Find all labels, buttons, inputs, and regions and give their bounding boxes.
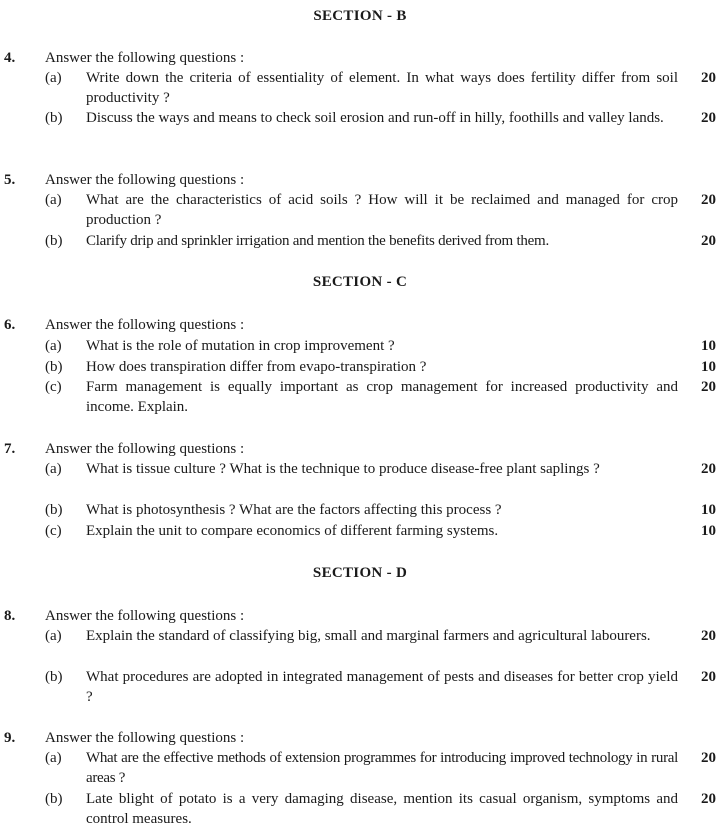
part-text: What is photosynthesis ? What are the factors affecting this process ?: [86, 502, 502, 518]
question-number: 8.: [4, 608, 16, 624]
part-label: (a): [45, 70, 62, 86]
question-number: 5.: [4, 172, 16, 188]
part-marks: 20: [701, 669, 716, 685]
part-text: Write down the criteria of essentiality of element. In what ways does fertility differ from soil productivity ?: [86, 70, 678, 106]
part-text: What is tissue culture ? What is the technique to produce disease-free plant saplings ?: [86, 461, 600, 477]
part-text: Farm management is equally important as crop management for increased productivity and income. Explain.: [86, 379, 678, 415]
part-label: (b): [45, 502, 63, 518]
question-number: 6.: [4, 317, 16, 333]
question-stem: Answer the following questions :: [45, 441, 245, 457]
question-stem: Answer the following questions :: [45, 608, 245, 624]
part-text: Late blight of potato is a very damaging disease, mention its casual organism, symptoms and control measures.: [86, 791, 678, 827]
part-text: What procedures are adopted in integrated management of pests and diseases for better crop yield ?: [86, 669, 678, 705]
part-label: (b): [45, 791, 63, 807]
part-marks: 20: [701, 791, 716, 807]
part-marks: 20: [701, 379, 716, 395]
part-text: Explain the unit to compare economics of different farming systems.: [86, 523, 499, 539]
part-text: What are the effective methods of extension programmes for introducing improved technology in rural areas ?: [86, 750, 678, 786]
part-marks: 20: [701, 192, 716, 208]
part-label: (a): [45, 192, 62, 208]
part-text: Explain the standard of classifying big, small and marginal farmers and agricultural labourers.: [86, 628, 651, 644]
part-text: How does transpiration differ from evapo-transpiration ?: [86, 359, 427, 375]
part-label: (a): [45, 750, 62, 766]
question-number: 7.: [4, 441, 16, 457]
section-c-heading: SECTION - C: [312, 274, 408, 290]
part-marks: 10: [701, 502, 716, 518]
question-number: 9.: [4, 730, 16, 746]
part-marks: 20: [701, 628, 716, 644]
question-stem: Answer the following questions :: [45, 317, 245, 333]
section-d-heading: SECTION - D: [312, 565, 408, 581]
part-text: What is the role of mutation in crop improvement ?: [86, 338, 395, 354]
part-label: (c): [45, 523, 62, 539]
part-marks: 20: [701, 750, 716, 766]
question-stem: Answer the following questions :: [45, 50, 245, 66]
part-marks: 10: [701, 523, 716, 539]
part-marks: 20: [701, 233, 716, 249]
part-marks: 10: [701, 359, 716, 375]
part-label: (b): [45, 669, 63, 685]
part-label: (a): [45, 338, 62, 354]
question-stem: Answer the following questions :: [45, 172, 245, 188]
part-label: (b): [45, 359, 63, 375]
part-label: (a): [45, 461, 62, 477]
question-stem: Answer the following questions :: [45, 730, 245, 746]
part-label: (c): [45, 379, 62, 395]
part-marks: 20: [701, 110, 716, 126]
question-number: 4.: [4, 50, 16, 66]
part-marks: 10: [701, 338, 716, 354]
part-marks: 20: [701, 461, 716, 477]
section-b-heading: SECTION - B: [313, 8, 407, 24]
part-marks: 20: [701, 70, 716, 86]
part-label: (b): [45, 110, 63, 126]
part-text: Clarify drip and sprinkler irrigation and mention the benefits derived from them.: [86, 233, 549, 249]
part-text: Discuss the ways and means to check soil erosion and run-off in hilly, foothills and valley lands.: [86, 110, 664, 126]
part-label: (b): [45, 233, 63, 249]
part-label: (a): [45, 628, 62, 644]
part-text: What are the characteristics of acid soils ? How will it be reclaimed and managed for crop production ?: [86, 192, 678, 228]
